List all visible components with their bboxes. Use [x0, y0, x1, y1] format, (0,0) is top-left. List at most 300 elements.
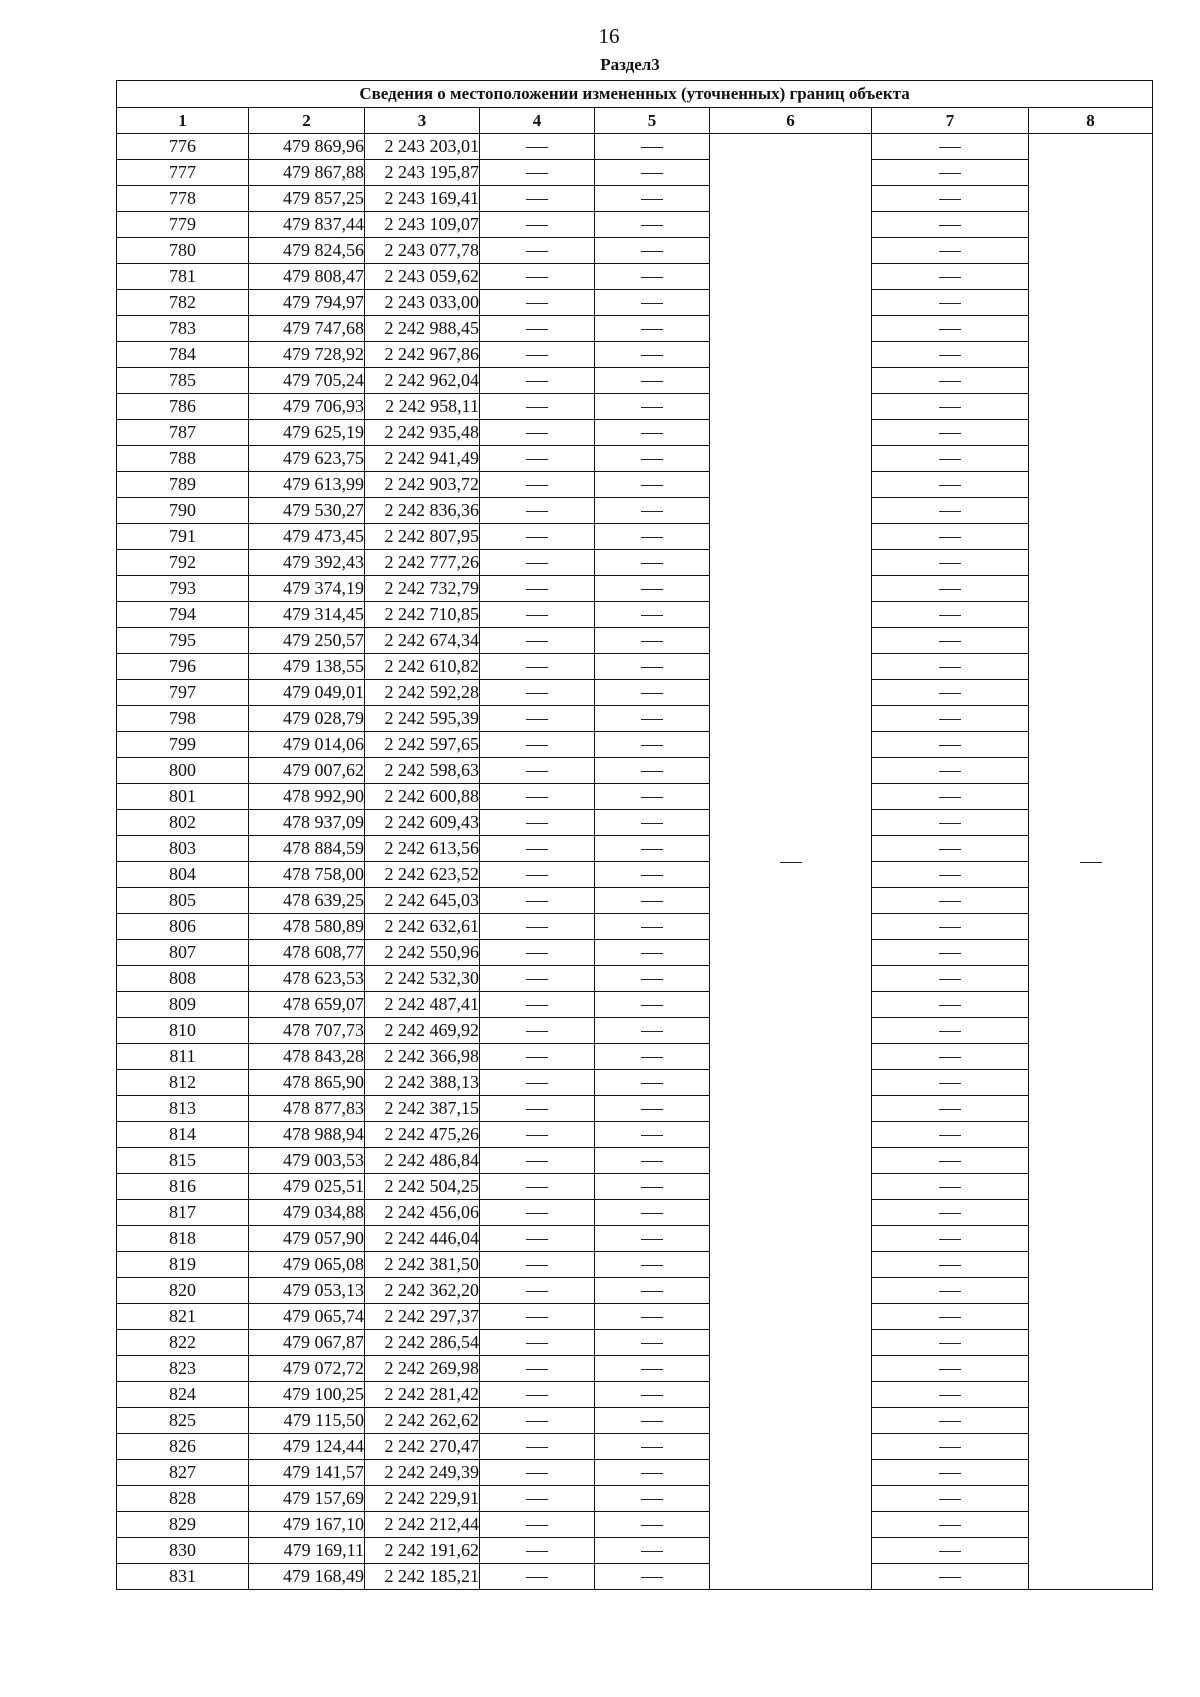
column-4-cell: [480, 836, 595, 862]
dash-mark: [939, 641, 961, 642]
table-row: [117, 160, 1153, 186]
dash-mark: [641, 1161, 663, 1162]
point-number-cell: 825: [117, 1408, 249, 1434]
point-number-cell: 783: [117, 316, 249, 342]
column-7-cell: [872, 1304, 1029, 1330]
y-coordinate-cell: 2 242 269,98: [365, 1356, 480, 1382]
dash-mark: [939, 849, 961, 850]
y-coordinate-cell: 2 242 212,44: [365, 1512, 480, 1538]
dash-mark: [939, 771, 961, 772]
column-7-cell: [872, 1408, 1029, 1434]
column-7-cell: [872, 784, 1029, 810]
table-row: [117, 888, 1153, 914]
dash-mark: [939, 1005, 961, 1006]
y-coordinate-cell: 2 242 504,25: [365, 1174, 480, 1200]
dash-mark: [641, 1499, 663, 1500]
column-7-cell: [872, 1434, 1029, 1460]
table-row: [117, 186, 1153, 212]
dash-mark: [526, 719, 548, 720]
column-7-cell: [872, 680, 1029, 706]
column-4-cell: [480, 602, 595, 628]
dash-mark: [939, 251, 961, 252]
dash-mark: [641, 875, 663, 876]
table-row: [117, 290, 1153, 316]
column-4-cell: [480, 1018, 595, 1044]
dash-mark: [939, 1109, 961, 1110]
dash-mark: [526, 901, 548, 902]
column-5-cell: [595, 810, 710, 836]
point-number-cell: 822: [117, 1330, 249, 1356]
column-5-cell: [595, 1304, 710, 1330]
table-row: [117, 862, 1153, 888]
x-coordinate-cell: 479 115,50: [249, 1408, 365, 1434]
y-coordinate-cell: 2 242 229,91: [365, 1486, 480, 1512]
y-coordinate-cell: 2 242 487,41: [365, 992, 480, 1018]
dash-mark: [526, 771, 548, 772]
column-4-cell: [480, 1330, 595, 1356]
column-7-cell: [872, 1278, 1029, 1304]
x-coordinate-cell: 478 623,53: [249, 966, 365, 992]
column-7-cell: [872, 888, 1029, 914]
dash-mark: [939, 1135, 961, 1136]
column-5-cell: [595, 1044, 710, 1070]
dash-mark: [939, 979, 961, 980]
column-number: 5: [595, 108, 710, 134]
point-number-cell: 815: [117, 1148, 249, 1174]
table-row: [117, 1408, 1153, 1434]
column-number-row: [117, 108, 1153, 134]
dash-mark: [939, 1343, 961, 1344]
dash-mark: [526, 927, 548, 928]
dash-mark: [641, 1239, 663, 1240]
x-coordinate-cell: 479 072,72: [249, 1356, 365, 1382]
dash-mark: [641, 225, 663, 226]
table-row: [117, 1304, 1153, 1330]
column-number: 6: [710, 108, 872, 134]
dash-mark: [641, 277, 663, 278]
x-coordinate-cell: 479 867,88: [249, 160, 365, 186]
column-7-cell: [872, 316, 1029, 342]
column-5-cell: [595, 1226, 710, 1252]
column-7-cell: [872, 1382, 1029, 1408]
dash-mark: [641, 901, 663, 902]
table-row: [117, 758, 1153, 784]
column-5-cell: [595, 472, 710, 498]
dash-mark: [641, 771, 663, 772]
x-coordinate-cell: 479 065,08: [249, 1252, 365, 1278]
dash-mark: [939, 537, 961, 538]
y-coordinate-cell: 2 242 446,04: [365, 1226, 480, 1252]
column-7-cell: [872, 498, 1029, 524]
column-4-cell: [480, 238, 595, 264]
table-row: [117, 1226, 1153, 1252]
dash-mark: [641, 1291, 663, 1292]
y-coordinate-cell: 2 242 935,48: [365, 420, 480, 446]
dash-mark: [939, 407, 961, 408]
column-4-cell: [480, 732, 595, 758]
table-row: [117, 1044, 1153, 1070]
dash-mark: [526, 1083, 548, 1084]
column-5-cell: [595, 1070, 710, 1096]
dash-mark: [641, 147, 663, 148]
column-4-cell: [480, 1304, 595, 1330]
column-4-cell: [480, 1148, 595, 1174]
x-coordinate-cell: 479 028,79: [249, 706, 365, 732]
column-7-cell: [872, 992, 1029, 1018]
point-number-cell: 826: [117, 1434, 249, 1460]
column-4-cell: [480, 1486, 595, 1512]
column-7-cell: [872, 940, 1029, 966]
table-row: [117, 1538, 1153, 1564]
point-number-cell: 793: [117, 576, 249, 602]
dash-mark: [526, 1187, 548, 1188]
y-coordinate-cell: 2 242 710,85: [365, 602, 480, 628]
dash-mark: [939, 693, 961, 694]
column-7-cell: [872, 914, 1029, 940]
dash-mark: [526, 1499, 548, 1500]
dash-mark: [526, 1577, 548, 1578]
column-7-cell: [872, 1044, 1029, 1070]
point-number-cell: 778: [117, 186, 249, 212]
dash-mark: [526, 745, 548, 746]
dash-mark: [526, 1421, 548, 1422]
dash-mark: [939, 719, 961, 720]
table-row: [117, 1278, 1153, 1304]
dash-mark: [939, 615, 961, 616]
table-row: [117, 914, 1153, 940]
column-5-cell: [595, 706, 710, 732]
point-number-cell: 818: [117, 1226, 249, 1252]
column-4-cell: [480, 576, 595, 602]
table-row: [117, 134, 1153, 160]
table-row: [117, 1382, 1153, 1408]
column-4-cell: [480, 1070, 595, 1096]
point-number-cell: 787: [117, 420, 249, 446]
table-row: [117, 446, 1153, 472]
column-7-cell: [872, 576, 1029, 602]
dash-mark: [939, 1083, 961, 1084]
point-number-cell: 795: [117, 628, 249, 654]
column-5-cell: [595, 264, 710, 290]
column-4-cell: [480, 1460, 595, 1486]
dash-mark: [939, 927, 961, 928]
dash-mark: [939, 1421, 961, 1422]
y-coordinate-cell: 2 242 807,95: [365, 524, 480, 550]
point-number-cell: 782: [117, 290, 249, 316]
column-4-cell: [480, 342, 595, 368]
dash-mark: [641, 1057, 663, 1058]
x-coordinate-cell: 479 613,99: [249, 472, 365, 498]
dash-mark: [526, 407, 548, 408]
column-4-cell: [480, 1408, 595, 1434]
dash-mark: [939, 1239, 961, 1240]
x-coordinate-cell: 478 884,59: [249, 836, 365, 862]
point-number-cell: 798: [117, 706, 249, 732]
y-coordinate-cell: 2 242 632,61: [365, 914, 480, 940]
dash-mark: [939, 1057, 961, 1058]
dash-mark: [526, 953, 548, 954]
column-4-cell: [480, 758, 595, 784]
dash-mark: [526, 563, 548, 564]
dash-mark: [526, 1525, 548, 1526]
x-coordinate-cell: 479 053,13: [249, 1278, 365, 1304]
x-coordinate-cell: 478 758,00: [249, 862, 365, 888]
dash-mark: [641, 1083, 663, 1084]
x-coordinate-cell: 479 014,06: [249, 732, 365, 758]
y-coordinate-cell: 2 243 033,00: [365, 290, 480, 316]
column-5-cell: [595, 498, 710, 524]
table-row: [117, 1148, 1153, 1174]
dash-mark: [939, 1395, 961, 1396]
column-7-cell: [872, 420, 1029, 446]
column-4-cell: [480, 420, 595, 446]
column-4-cell: [480, 1512, 595, 1538]
dash-mark: [526, 1161, 548, 1162]
point-number-cell: 824: [117, 1382, 249, 1408]
column-5-cell: [595, 576, 710, 602]
dash-mark: [939, 1265, 961, 1266]
y-coordinate-cell: 2 242 191,62: [365, 1538, 480, 1564]
point-number-cell: 816: [117, 1174, 249, 1200]
x-coordinate-cell: 479 057,90: [249, 1226, 365, 1252]
dash-mark: [939, 199, 961, 200]
point-number-cell: 789: [117, 472, 249, 498]
point-number-cell: 814: [117, 1122, 249, 1148]
point-number-cell: 777: [117, 160, 249, 186]
dash-mark: [641, 1265, 663, 1266]
column-5-cell: [595, 1512, 710, 1538]
y-coordinate-cell: 2 242 903,72: [365, 472, 480, 498]
column-5-cell: [595, 602, 710, 628]
y-coordinate-cell: 2 242 609,43: [365, 810, 480, 836]
x-coordinate-cell: 479 100,25: [249, 1382, 365, 1408]
point-number-cell: 806: [117, 914, 249, 940]
dash-mark: [641, 693, 663, 694]
y-coordinate-cell: 2 242 967,86: [365, 342, 480, 368]
table-row: [117, 316, 1153, 342]
dash-mark: [939, 459, 961, 460]
point-number-cell: 829: [117, 1512, 249, 1538]
x-coordinate-cell: 478 639,25: [249, 888, 365, 914]
point-number-cell: 805: [117, 888, 249, 914]
dash-mark: [526, 1395, 548, 1396]
column-5-cell: [595, 212, 710, 238]
dash-mark: [641, 537, 663, 538]
table-row: [117, 368, 1153, 394]
column-4-cell: [480, 628, 595, 654]
dash-mark: [641, 1005, 663, 1006]
column-number: 3: [365, 108, 480, 134]
table-row: [117, 1096, 1153, 1122]
dash-mark: [641, 485, 663, 486]
column-5-cell: [595, 342, 710, 368]
dash-mark: [641, 797, 663, 798]
y-coordinate-cell: 2 242 388,13: [365, 1070, 480, 1096]
dash-mark: [939, 1317, 961, 1318]
dash-mark: [641, 1213, 663, 1214]
dash-mark: [641, 719, 663, 720]
dash-mark: [526, 667, 548, 668]
x-coordinate-cell: 478 988,94: [249, 1122, 365, 1148]
table-row: [117, 1018, 1153, 1044]
y-coordinate-cell: 2 242 598,63: [365, 758, 480, 784]
point-number-cell: 819: [117, 1252, 249, 1278]
dash-mark: [526, 1005, 548, 1006]
dash-mark: [641, 381, 663, 382]
coordinates-table: [116, 80, 1153, 1590]
column-4-cell: [480, 784, 595, 810]
column-7-cell: [872, 446, 1029, 472]
dash-mark: [641, 251, 663, 252]
column-7-cell: [872, 966, 1029, 992]
table-row: [117, 1564, 1153, 1590]
y-coordinate-cell: 2 242 456,06: [365, 1200, 480, 1226]
x-coordinate-cell: 479 392,43: [249, 550, 365, 576]
column-5-cell: [595, 368, 710, 394]
table-row: [117, 732, 1153, 758]
x-coordinate-cell: 479 824,56: [249, 238, 365, 264]
column-5-cell: [595, 1486, 710, 1512]
point-number-cell: 830: [117, 1538, 249, 1564]
dash-mark: [641, 823, 663, 824]
dash-mark: [526, 615, 548, 616]
column-7-cell: [872, 550, 1029, 576]
column-5-cell: [595, 394, 710, 420]
point-number-cell: 813: [117, 1096, 249, 1122]
table-row: [117, 420, 1153, 446]
table-row: [117, 342, 1153, 368]
table-row: [117, 1070, 1153, 1096]
page-number: 16: [598, 24, 620, 48]
dash-mark: [641, 1577, 663, 1578]
column-4-cell: [480, 1538, 595, 1564]
y-coordinate-cell: 2 243 169,41: [365, 186, 480, 212]
column-4-cell: [480, 472, 595, 498]
dash-mark: [641, 1343, 663, 1344]
column-5-cell: [595, 446, 710, 472]
point-number-cell: 790: [117, 498, 249, 524]
x-coordinate-cell: 479 003,53: [249, 1148, 365, 1174]
dash-mark: [526, 797, 548, 798]
table-row: [117, 550, 1153, 576]
table-row: [117, 992, 1153, 1018]
point-number-cell: 797: [117, 680, 249, 706]
column-4-cell: [480, 810, 595, 836]
column-7-cell: [872, 1226, 1029, 1252]
column-4-cell: [480, 1044, 595, 1070]
dash-mark: [526, 1031, 548, 1032]
dash-mark: [526, 485, 548, 486]
x-coordinate-cell: 478 659,07: [249, 992, 365, 1018]
column-5-cell: [595, 966, 710, 992]
column-5-cell: [595, 1148, 710, 1174]
dash-mark: [641, 927, 663, 928]
dash-mark: [939, 745, 961, 746]
y-coordinate-cell: 2 242 362,20: [365, 1278, 480, 1304]
column-7-cell: [872, 368, 1029, 394]
column-5-cell: [595, 316, 710, 342]
column-4-cell: [480, 706, 595, 732]
dash-mark: [526, 329, 548, 330]
x-coordinate-cell: 479 869,96: [249, 134, 365, 160]
y-coordinate-cell: 2 242 550,96: [365, 940, 480, 966]
table-row: [117, 1200, 1153, 1226]
column-7-cell: [872, 1564, 1029, 1590]
column-7-cell: [872, 1070, 1029, 1096]
dash-mark: [641, 589, 663, 590]
column-4-cell: [480, 1122, 595, 1148]
dash-mark: [526, 1343, 548, 1344]
dash-mark: [939, 1499, 961, 1500]
y-coordinate-cell: 2 242 732,79: [365, 576, 480, 602]
column-5-cell: [595, 420, 710, 446]
column-5-cell: [595, 1018, 710, 1044]
dash-mark: [939, 1473, 961, 1474]
column-7-cell: [872, 758, 1029, 784]
x-coordinate-cell: 478 580,89: [249, 914, 365, 940]
table-row: [117, 524, 1153, 550]
column-5-cell: [595, 1174, 710, 1200]
point-number-cell: 796: [117, 654, 249, 680]
dash-mark: [526, 459, 548, 460]
dash-mark: [641, 1447, 663, 1448]
column-4-cell: [480, 1200, 595, 1226]
point-number-cell: 823: [117, 1356, 249, 1382]
column-5-cell: [595, 1278, 710, 1304]
dash-mark: [526, 355, 548, 356]
table-row: [117, 784, 1153, 810]
table-row: [117, 1122, 1153, 1148]
column-4-cell: [480, 992, 595, 1018]
dash-mark: [641, 303, 663, 304]
x-coordinate-cell: 479 374,19: [249, 576, 365, 602]
dash-mark: [641, 1031, 663, 1032]
column-5-cell: [595, 1408, 710, 1434]
table-row: [117, 628, 1153, 654]
dash-mark: [641, 1109, 663, 1110]
dash-mark: [526, 147, 548, 148]
column-7-cell: [872, 706, 1029, 732]
x-coordinate-cell: 478 992,90: [249, 784, 365, 810]
x-coordinate-cell: 479 623,75: [249, 446, 365, 472]
y-coordinate-cell: 2 242 600,88: [365, 784, 480, 810]
table-row: [117, 810, 1153, 836]
dash-mark: [526, 1213, 548, 1214]
column-4-cell: [480, 446, 595, 472]
column-5-cell: [595, 550, 710, 576]
column-7-cell: [872, 524, 1029, 550]
dash-mark: [641, 355, 663, 356]
x-coordinate-cell: 479 124,44: [249, 1434, 365, 1460]
table-row: [117, 940, 1153, 966]
point-number-cell: 820: [117, 1278, 249, 1304]
dash-mark: [641, 1551, 663, 1552]
dash-mark: [939, 875, 961, 876]
point-number-cell: 811: [117, 1044, 249, 1070]
y-coordinate-cell: 2 242 597,65: [365, 732, 480, 758]
column-7-cell: [872, 160, 1029, 186]
column-7-cell: [872, 602, 1029, 628]
table-row: [117, 1356, 1153, 1382]
column-4-cell: [480, 680, 595, 706]
column-5-cell: [595, 1122, 710, 1148]
x-coordinate-cell: 478 865,90: [249, 1070, 365, 1096]
column-7-cell: [872, 1356, 1029, 1382]
table-row: [117, 212, 1153, 238]
column-7-cell: [872, 654, 1029, 680]
dash-mark: [939, 303, 961, 304]
column-4-cell: [480, 316, 595, 342]
